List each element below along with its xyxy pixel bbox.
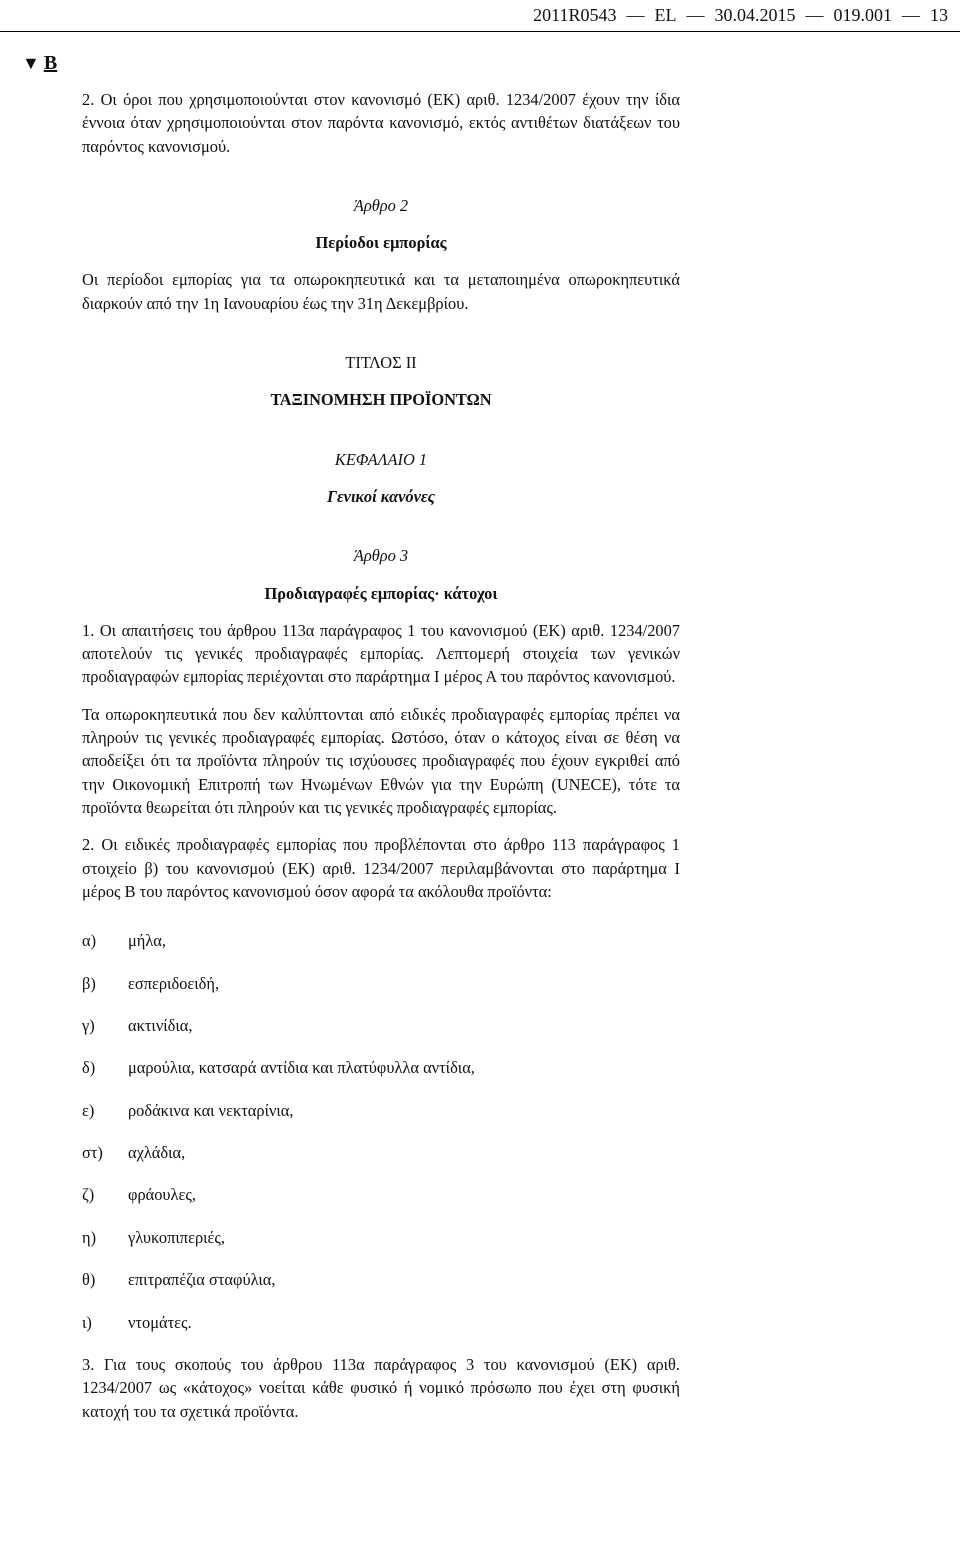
page-number: 13 (930, 5, 948, 25)
amendment-letter: B (43, 52, 58, 74)
doc-id: 2011R0543 (533, 5, 617, 25)
article-3-number: Άρθρο 3 (353, 546, 409, 566)
list-item-label: δ) (82, 1058, 96, 1078)
article-3-paragraph-3: 3. Για τους σκοπούς του άρθρου 113α παράγραφος 3 του κανονισμού (ΕΚ) αριθ. 1234/2007 ως «κάτοχος» νοείται κάθε φυσικό ή νομικό πρόσωπο που έχει στη φυσική κατοχή του τα σχετικά προϊόντα. (82, 1355, 680, 1421)
separator: — (626, 5, 645, 25)
list-item-label: α) (82, 931, 97, 951)
list-item-text: ακτινίδια, (128, 1015, 193, 1035)
list-item-text: ροδάκινα και νεκταρίνια, (128, 1100, 294, 1120)
separator: — (805, 5, 824, 25)
list-item (82, 1099, 680, 1141)
list-item-text: γλυκοπιπεριές, (128, 1227, 226, 1247)
title-name: ΤΑΞΙΝΟΜΗΣΗ ΠΡΟΪΟΝΤΩΝ (270, 390, 492, 410)
amendment-marker (22, 52, 57, 75)
chapter-name: Γενικοί κανόνες (327, 486, 435, 506)
title-number: ΤΙΤΛΟΣ II (345, 353, 417, 373)
list-item (82, 1226, 680, 1268)
chapter-number: ΚΕΦΑΛΑΙΟ 1 (334, 449, 428, 469)
list-item-text: αχλάδια, (128, 1143, 186, 1163)
list-item-text: μήλα, (128, 931, 166, 951)
list-item (82, 1268, 680, 1310)
list-item (82, 1311, 680, 1353)
products-list (82, 929, 680, 1353)
list-item-label: β) (82, 973, 96, 993)
list-item (82, 1056, 680, 1098)
language-code: EL (654, 5, 677, 25)
list-item-label: στ) (82, 1143, 103, 1163)
intro-paragraph: 2. Οι όροι που χρησιμοποιούνται στον κανονισμό (ΕΚ) αριθ. 1234/2007 έχουν την ίδια έννοια όταν χρησιμοποιούνται στον παρόντα κανονισμό, εκτός αντιθέτων διατάξεων του παρόντος κανονισμού. (82, 90, 680, 156)
list-item-label: θ) (82, 1270, 96, 1290)
list-item-label: ι) (82, 1312, 92, 1332)
list-item (82, 929, 680, 971)
list-item-label: ζ) (82, 1185, 95, 1205)
consolidation-date: 30.04.2015 (714, 5, 796, 25)
list-item-text: ντομάτες. (128, 1312, 192, 1332)
list-item-label: γ) (82, 1015, 95, 1035)
list-item-text: μαρούλια, κατσαρά αντίδια και πλατύφυλλα αντίδια, (128, 1058, 475, 1078)
list-item (82, 1183, 680, 1225)
version-number: 019.001 (833, 5, 892, 25)
list-item-label: η) (82, 1227, 97, 1247)
article-2-title: Περίοδοι εμπορίας (315, 233, 447, 253)
article-3-paragraph-1: 1. Οι απαιτήσεις του άρθρου 113α παράγραφος 1 του κανονισμού (ΕΚ) αριθ. 1234/2007 αποτελούν τις γενικές προδιαγραφές εμπορίας. Λεπτομερή στοιχεία των γενικών προδιαγραφών εμπορίας περιέχονται στο παράρτημα I μέρος Α του παρόντος κανονισμού. (82, 620, 680, 687)
list-item-text: εσπεριδοειδή, (128, 973, 220, 993)
page-header (0, 0, 960, 32)
triangle-down-icon: ▼ (22, 53, 40, 73)
document-body (82, 88, 680, 1423)
list-item-text: φράουλες, (128, 1185, 196, 1205)
article-3-paragraph-1b: Τα οπωροκηπευτικά που δεν καλύπτονται από ειδικές προδιαγραφές εμπορίας πρέπει να πληρούν τις γενικές προδιαγραφές εμπορίας. Ωστόσο, όταν ο κάτοχος είναι σε θέση να αποδείξει ότι τα προϊόντα πληρούν τις ισχύουσες προδιαγραφές που έχουν εγκριθεί από την Οικονομική Επιτροπή των Ηνωμένων Εθνών για την Ευρώπη (UNECE), τότε τα προϊόντα θεωρείται ότι πληρούν και τις γενικές προδιαγραφές εμπορίας. (82, 704, 680, 817)
separator: — (686, 5, 705, 25)
list-item-label: ε) (82, 1100, 95, 1120)
list-item (82, 1014, 680, 1056)
list-item (82, 1141, 680, 1183)
article-2-text: Οι περίοδοι εμπορίας για τα οπωροκηπευτικά και τα μεταποιημένα οπωροκηπευτικά διαρκούν από την 1η Ιανουαρίου έως την 31η Δεκεμβρίου. (82, 270, 680, 313)
separator: — (902, 5, 920, 25)
list-item-text: επιτραπέζια σταφύλια, (128, 1270, 276, 1290)
list-item (82, 972, 680, 1014)
article-2-number: Άρθρο 2 (353, 195, 409, 215)
article-3-title: Προδιαγραφές εμπορίας· κάτοχοι (264, 583, 498, 603)
article-3-paragraph-2: 2. Οι ειδικές προδιαγραφές εμπορίας που προβλέπονται στο άρθρο 113 παράγραφος 1 στοιχείο β) του κανονισμού (ΕΚ) αριθ. 1234/2007 περιλαμβάνονται στο παράρτημα I μέρος Β του παρόντος κανονισμού όσον αφορά τα ακόλουθα προϊόντα: (82, 835, 680, 901)
